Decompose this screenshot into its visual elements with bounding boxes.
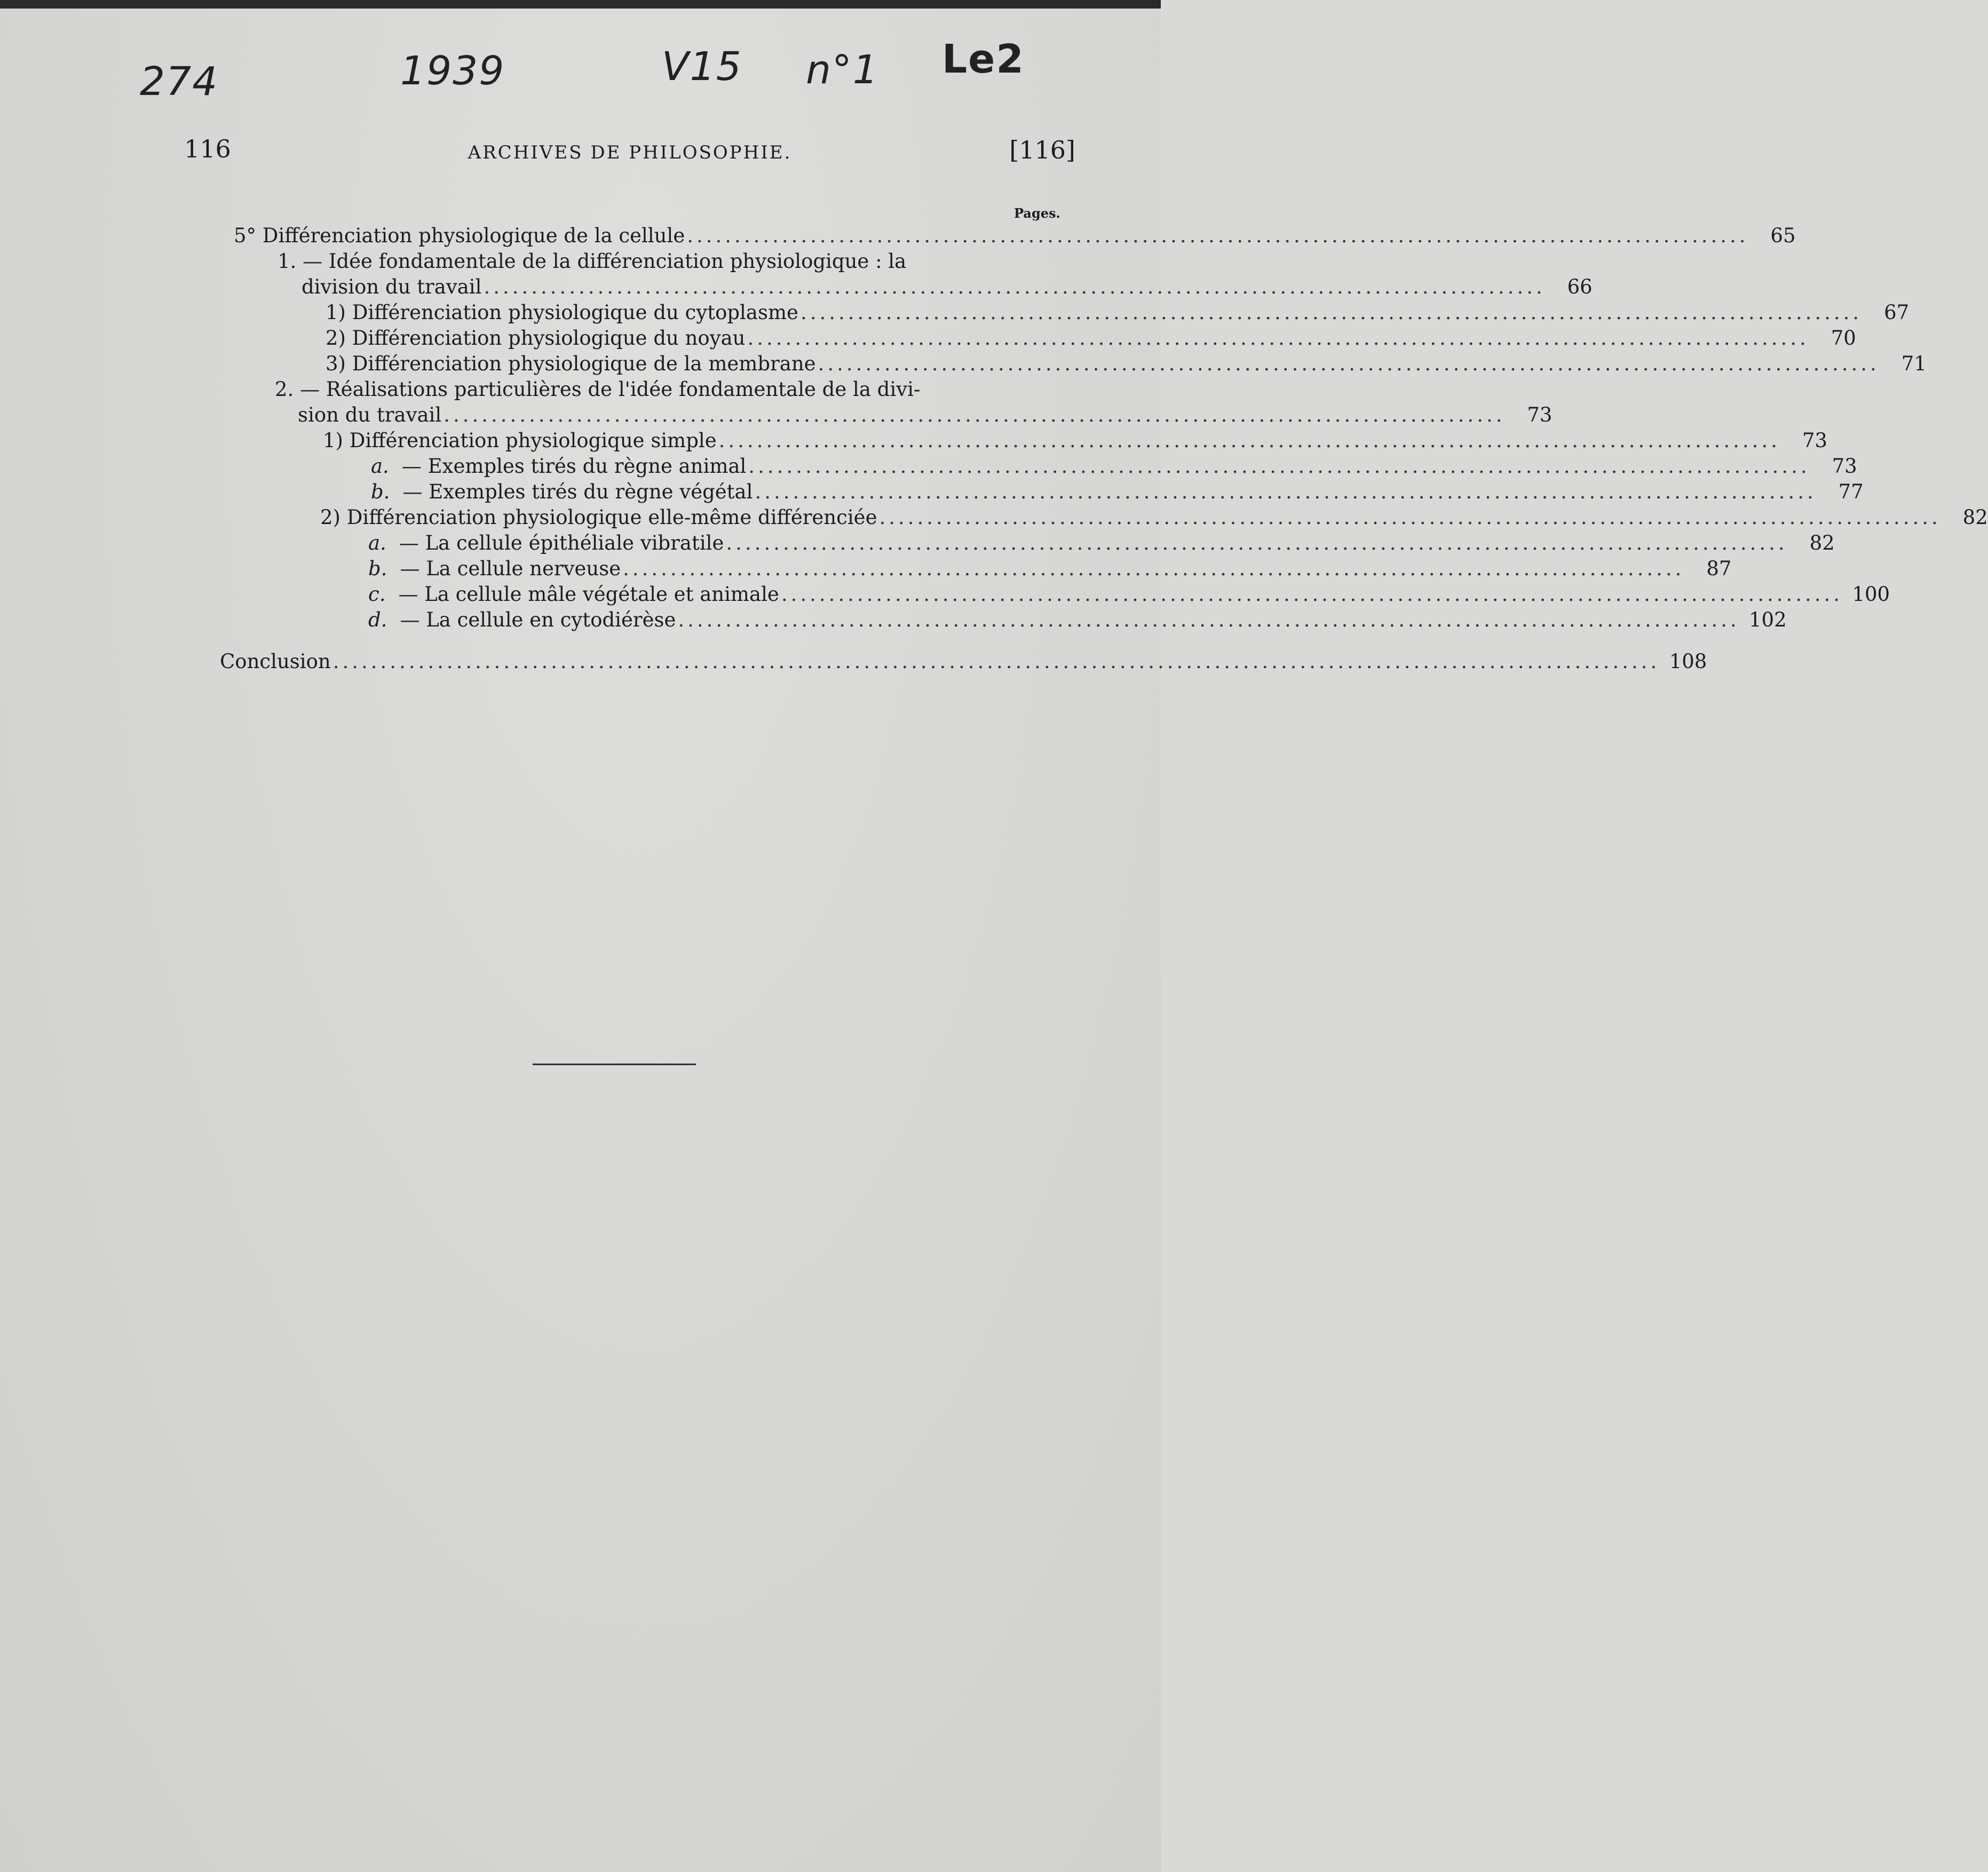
toc-entry-marker: a. xyxy=(368,532,386,554)
toc-entry-text: — La cellule nerveuse xyxy=(400,557,621,580)
toc-entry xyxy=(298,402,1553,429)
toc-entry xyxy=(234,223,1796,250)
toc-entry-text: Conclusion xyxy=(220,650,331,673)
toc-entry-text: — La cellule mâle végétale et animale xyxy=(398,583,779,606)
toc-entry-page: 67 xyxy=(1884,301,1910,324)
toc-entry xyxy=(326,351,1927,378)
toc-entry-page: 73 xyxy=(1527,403,1553,426)
handwritten-note-issue: n°1 xyxy=(806,47,879,93)
toc-entry-page: 100 xyxy=(1852,583,1890,606)
toc-entry-page: 82 xyxy=(1809,532,1835,554)
toc-entry xyxy=(368,556,1732,583)
toc-entry-page: 65 xyxy=(1770,224,1796,247)
handwritten-note-code: Le2 xyxy=(942,36,1025,82)
leader-dots: ................................................................................................................ xyxy=(781,583,1843,606)
toc-entry-page: 87 xyxy=(1706,557,1732,580)
toc-entry xyxy=(326,326,1856,352)
pages-column-label: Pages. xyxy=(1014,205,1060,221)
running-title: ARCHIVES DE PHILOSOPHIE. xyxy=(468,142,792,163)
toc-entry xyxy=(320,505,1988,532)
toc-entry-marker: d. xyxy=(368,608,387,631)
toc-entry-marker: b. xyxy=(368,557,387,580)
toc-entry xyxy=(302,274,1593,301)
toc-entry xyxy=(323,428,1827,455)
toc-entry-text: 1. — Idée fondamentale de la différenciation physiologique : la xyxy=(278,250,907,273)
leader-dots: ................................................................................................................ xyxy=(623,557,1685,580)
toc-entry-text: sion du travail xyxy=(298,403,442,426)
toc-entry-marker: a. xyxy=(371,455,389,478)
toc-entry-page: 82 xyxy=(1962,506,1988,529)
toc-entry-text: — La cellule épithéliale vibratile xyxy=(399,532,724,554)
toc-entry-page: 73 xyxy=(1832,455,1857,478)
toc-entry-text: — La cellule en cytodiérèse xyxy=(400,608,676,631)
handwritten-note-volume: V15 xyxy=(662,44,742,90)
leader-dots: ................................................................................................................ xyxy=(748,455,1810,478)
toc-entry xyxy=(368,530,1835,557)
toc-entry-page: 71 xyxy=(1901,352,1927,375)
toc-entry xyxy=(371,454,1857,480)
scan-top-edge xyxy=(0,0,1161,9)
toc-entry xyxy=(368,582,1890,608)
toc-entry-page: 70 xyxy=(1831,327,1856,350)
toc-entry xyxy=(368,607,1787,634)
leader-dots: ................................................................................................................ xyxy=(755,480,1817,503)
leader-dots: ................................................................................................................ xyxy=(818,352,1880,375)
toc-entry-text: 2. — Réalisations particulières de l'idée fondamentale de la divi- xyxy=(275,378,921,401)
page-number: 116 xyxy=(184,134,231,163)
toc-entry-page: 108 xyxy=(1669,650,1707,673)
toc-entry-marker: c. xyxy=(368,583,386,606)
toc-entry-text: 3) Différenciation physiologique de la membrane xyxy=(326,352,816,375)
leader-dots: ................................................................................................................ xyxy=(747,327,1809,350)
leader-dots: ................................................................................................................ xyxy=(879,506,1941,529)
leader-dots: ................................................................................................................ xyxy=(687,224,1749,247)
toc-entry-page: 73 xyxy=(1802,429,1827,452)
toc-entry-text: division du travail xyxy=(302,275,482,298)
leader-dots: ................................................................................................................ xyxy=(484,275,1546,298)
leader-dots: ................................................................................................................ xyxy=(726,532,1788,554)
toc-entry xyxy=(278,249,906,275)
leader-dots: ................................................................................................................ xyxy=(718,429,1780,452)
toc-entry-text: — Exemples tirés du règne végétal xyxy=(402,480,753,503)
toc-entry-page: 102 xyxy=(1749,608,1787,631)
toc-entry-text: 1) Différenciation physiologique simple xyxy=(323,429,717,452)
bracketed-page-number: [116] xyxy=(1009,136,1075,164)
leader-dots: ................................................................................................................ xyxy=(443,403,1506,426)
toc-entry xyxy=(220,649,1707,676)
toc-entry-text: 5° Différenciation physiologique de la cellule xyxy=(234,224,685,247)
toc-entry-page: 66 xyxy=(1567,275,1593,298)
toc-entry xyxy=(371,479,1864,506)
toc-entry-text: — Exemples tirés du règne animal xyxy=(401,455,747,478)
toc-entry-marker: b. xyxy=(371,480,390,503)
toc-entry-text: 1) Différenciation physiologique du cytoplasme xyxy=(326,301,798,324)
handwritten-note-year: 1939 xyxy=(400,48,505,94)
handwritten-note-number: 274 xyxy=(140,59,219,105)
toc-entry xyxy=(326,300,1910,327)
leader-dots: ................................................................................................................ xyxy=(678,608,1740,631)
toc-entry-text: 2) Différenciation physiologique elle-même différenciée xyxy=(320,506,877,529)
running-header xyxy=(184,134,1075,172)
leader-dots: ................................................................................................................ xyxy=(800,301,1863,324)
toc-entry xyxy=(275,377,920,403)
toc-entry-text: 2) Différenciation physiologique du noyau xyxy=(326,327,746,350)
end-rule xyxy=(533,1064,696,1065)
toc-entry-page: 77 xyxy=(1838,480,1864,503)
leader-dots: ............................................................................................................................................ xyxy=(332,650,1660,673)
